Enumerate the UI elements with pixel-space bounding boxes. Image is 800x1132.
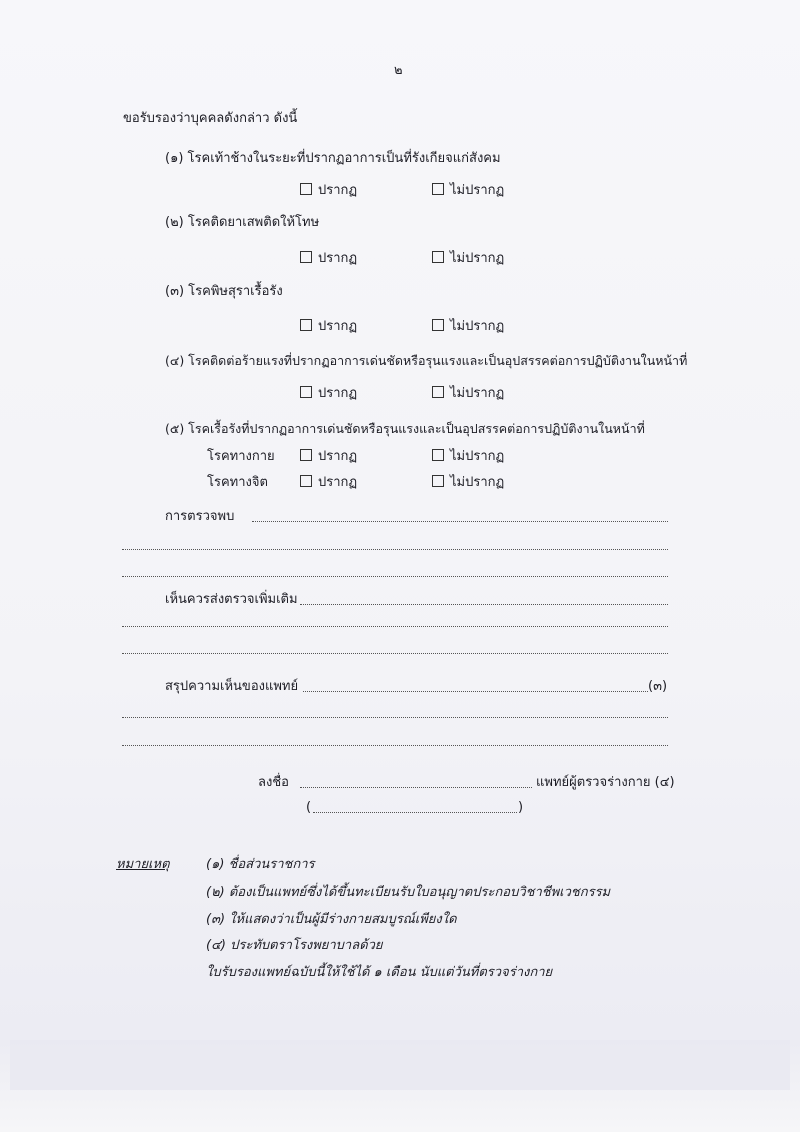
signature-name-field[interactable]	[313, 812, 517, 813]
item-2-label: (๒) โรคติดยาเสพติดให้โทษ	[165, 215, 320, 230]
checkbox-icon	[432, 386, 444, 398]
item-5-mental-absent-checkbox[interactable]: ไม่ปรากฏ	[432, 474, 504, 492]
doctor-opinion-label: สรุปความเห็นของแพทย์	[165, 679, 299, 694]
checkbox-icon	[432, 475, 444, 487]
item-3-label: (๓) โรคพิษสุราเรื้อรัง	[165, 284, 283, 299]
checkbox-icon	[432, 183, 444, 195]
additional-exam-field-line-2[interactable]	[122, 626, 668, 627]
item-1-absent-checkbox[interactable]: ไม่ปรากฏ	[432, 182, 504, 200]
checkbox-icon	[300, 386, 312, 398]
item-5-physical-absent-checkbox[interactable]: ไม่ปรากฏ	[432, 448, 504, 466]
signature-label: ลงชื่อ	[258, 775, 289, 790]
note-4: (๔) ประทับตราโรงพยาบาลด้วย	[206, 938, 383, 953]
signature-role: แพทย์ผู้ตรวจร่างกาย (๔)	[536, 775, 675, 790]
signature-name-open-paren: (	[306, 800, 312, 815]
checkbox-icon	[432, 251, 444, 263]
additional-exam-field-line-1[interactable]	[300, 604, 668, 605]
additional-exam-field-line-3[interactable]	[122, 653, 668, 654]
checkbox-icon	[300, 319, 312, 331]
page-number: ๒	[394, 63, 403, 78]
findings-field-line-3[interactable]	[122, 576, 668, 577]
item-1-label: (๑) โรคเท้าช้างในระยะที่ปรากฏอาการเป็นที่รังเกียจแก่สังคม	[165, 151, 501, 166]
item-5-mental-present-checkbox[interactable]: ปรากฏ	[300, 474, 357, 492]
item-5-physical-label: โรคทางกาย	[207, 449, 275, 464]
item-5-physical-present-checkbox[interactable]: ปรากฏ	[300, 448, 357, 466]
item-3-present-checkbox[interactable]: ปรากฏ	[300, 318, 357, 336]
checkbox-icon	[300, 475, 312, 487]
note-validity: ใบรับรองแพทย์ฉบับนี้ให้ใช้ได้ ๑ เดือน นับแต่วันที่ตรวจร่างกาย	[206, 965, 553, 980]
findings-field-line-1[interactable]	[252, 521, 668, 522]
intro-text: ขอรับรองว่าบุคคลดังกล่าว ดังนี้	[123, 111, 298, 126]
findings-label: การตรวจพบ	[165, 509, 235, 524]
checkbox-icon	[432, 449, 444, 461]
checkbox-icon	[432, 319, 444, 331]
doctor-opinion-field-line-2[interactable]	[122, 717, 668, 718]
doctor-opinion-ref: (๓)	[648, 679, 668, 694]
notes-title: หมายเหตุ	[116, 857, 170, 872]
signature-name-close-paren: )	[518, 800, 524, 815]
checkbox-icon	[300, 251, 312, 263]
item-1-present-checkbox[interactable]: ปรากฏ	[300, 182, 357, 200]
item-4-absent-checkbox[interactable]: ไม่ปรากฏ	[432, 385, 504, 403]
additional-exam-label: เห็นควรส่งตรวจเพิ่มเติม	[165, 592, 298, 607]
item-3-absent-checkbox[interactable]: ไม่ปรากฏ	[432, 318, 504, 336]
note-1: (๑) ชื่อส่วนราชการ	[206, 857, 315, 872]
checkbox-icon	[300, 183, 312, 195]
item-2-present-checkbox[interactable]: ปรากฏ	[300, 250, 357, 268]
scan-artifact	[10, 1040, 790, 1090]
item-4-present-checkbox[interactable]: ปรากฏ	[300, 385, 357, 403]
item-2-absent-checkbox[interactable]: ไม่ปรากฏ	[432, 250, 504, 268]
note-3: (๓) ให้แสดงว่าเป็นผู้มีร่างกายสมบูรณ์เพียงใด	[206, 912, 457, 927]
item-5-mental-label: โรคทางจิต	[207, 475, 268, 490]
signature-field[interactable]	[300, 787, 532, 788]
checkbox-icon	[300, 449, 312, 461]
item-5-label: (๕) โรคเรื้อรังที่ปรากฏอาการเด่นชัดหรือรุนแรงและเป็นอุปสรรคต่อการปฏิบัติงานในหน้าที่	[165, 421, 645, 436]
note-2: (๒) ต้องเป็นแพทย์ซึ่งได้ขึ้นทะเบียนรับใบอนุญาตประกอบวิชาชีพเวชกรรม	[206, 885, 611, 900]
item-4-label: (๔) โรคติดต่อร้ายแรงที่ปรากฏอาการเด่นชัดหรือรุนแรงและเป็นอุปสรรคต่อการปฏิบัติงานในหน้าที่	[165, 353, 688, 368]
doctor-opinion-field-line-1[interactable]	[303, 691, 648, 692]
doctor-opinion-field-line-3[interactable]	[122, 745, 668, 746]
findings-field-line-2[interactable]	[122, 549, 668, 550]
